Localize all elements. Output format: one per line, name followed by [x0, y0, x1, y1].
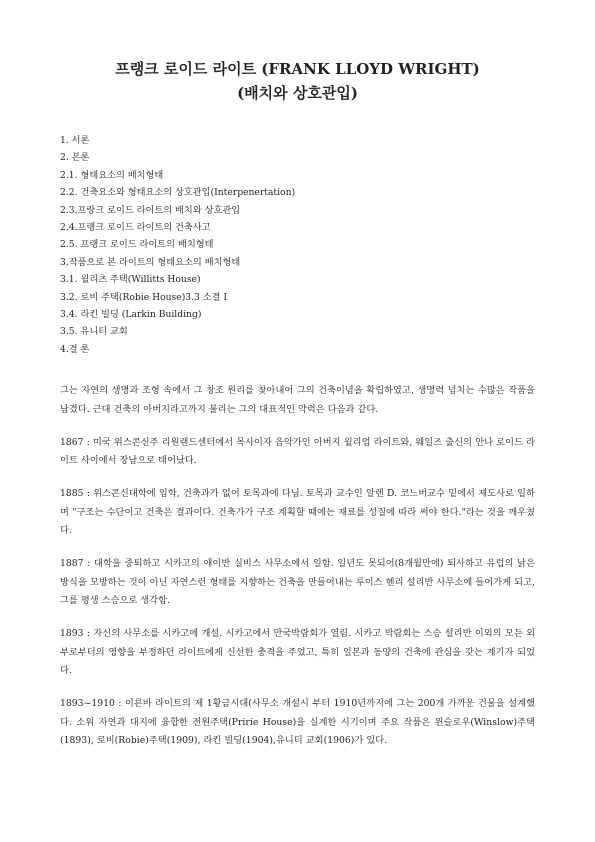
body-text [60, 382, 535, 751]
toc-item: 2. 본론 [60, 152, 90, 164]
toc-item: 1. 서론 [60, 135, 90, 146]
toc-item: 2.1. 형태요소의 배치형태 [60, 169, 164, 181]
timeline-paragraph: 1893 : 자신의 사무소를 시카고에 개설. 시카고에서 만국박람회가 열림. 시카고 박람회는 스승 설리반 이외의 모든 외부로부터의 영향을 부정하던 라이트에게 신선한 충격을 주었고, 특히 일본과 동양의 건축에 관심을 갖는 계기가 되었다. [60, 628, 535, 677]
toc-item: 2.4.프랭크 로이드 라이트의 건축사고 [60, 222, 211, 234]
toc-item: 3.작품으로 본 라이트의 형태요소의 배치형태 [60, 256, 241, 268]
timeline-paragraph: 1887 : 대학을 중퇴하고 시카고의 애이반 실비스 사무소에서 일함. 일년도 못되어(8개월만에) 퇴사하고 유럽의 낡은 방식을 모방하는 것이 아닌 자연스런 형태를 지향하는 건축을 만들어내는 루이스 헨리 설리반 사무소에 들어가게 되고, 그를 평생 스승으로 생각함. [60, 558, 535, 607]
toc-item: 2.2. 건축요소와 형태요소의 상호관입(Interpenertation) [60, 187, 296, 199]
intro-paragraph: 그는 자연의 생명과 조형 속에서 그 창조 원리를 찾아내어 그의 건축이념을 확립하였고, 생명력 넘치는 수많은 작품을 남겼다. 근대 건축의 아버지라고까지 불리는 그의 대표적인 약력은 다음과 같다. [60, 385, 535, 415]
toc-item: 3.5. 유니티 교회 [60, 326, 128, 338]
timeline-paragraph: 1867 : 미국 위스콘신주 리원랜드센터에서 목사이자 음악가인 아버지 윌리엄 라이트와, 웨일즈 출신의 안나 로이드 라이트 사이에서 장남으로 태어났다. [60, 436, 535, 467]
toc-item: 2.5. 프랭크 로이드 라이트의 배치형태 [60, 239, 214, 251]
timeline-paragraph: 1893~1910 : 이른바 라이트의 제 1황금시대(사무소 개설시 부터 1910년까지에 그는 200개 가까운 건물을 설계했다. 소위 자연과 대지에 융합한 전원주택(Pririe House)을 실계한 시기이며 주요 작품은 윈슬로우(Winslow)주택(1893), 로비(Robie)주택(1909), 라킨 빌딩(1904),유니티 교회(1906)가 있다. [60, 698, 535, 747]
toc-item: 2.3.프랑크 로이드 라이트의 배치와 상호관입 [60, 204, 241, 216]
timeline-paragraph: 1885 : 위스콘신대학에 입학, 건축과가 없어 토목과에 다님. 토목과 교수인 알렌 D. 코느버교수 밑에서 제도사로 일하며 "구조는 수단이고 건축은 결과이다. 건축가가 구조 계획할 때에는 재료를 성질에 따라 써야 한다."라는 것을 깨우쳤다. [60, 488, 535, 537]
toc-item: 4.결 론 [60, 343, 90, 355]
toc-item: 3.1. 윌리츠 주택(Willitts House) [60, 274, 201, 286]
table-of-contents [60, 132, 535, 358]
document-title: 프랭크 로이드 라이트 (FRANK LLOYD WRIGHT) [115, 60, 480, 78]
toc-item: 3.2. 로비 주택(Robie House)3.3 소결 I [60, 291, 228, 303]
document-subtitle: (배치와 상호관입) [237, 84, 358, 102]
toc-item: 3.4. 라킨 빌딩 (Larkin Building) [60, 309, 202, 321]
